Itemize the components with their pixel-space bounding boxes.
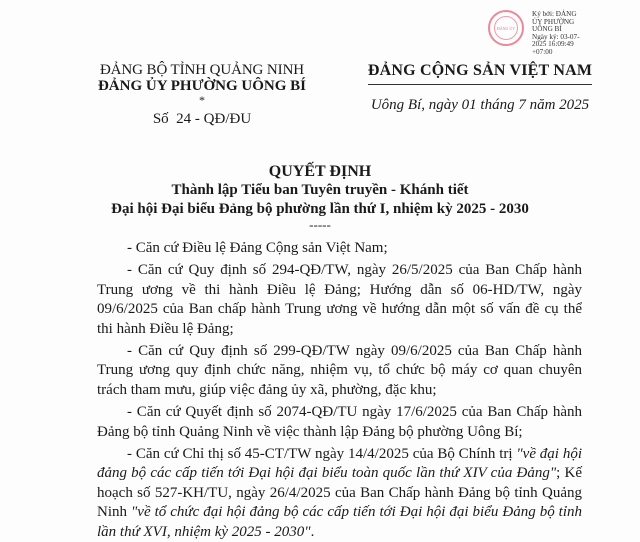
stamp-text: ĐẢNG ỦY	[497, 26, 515, 31]
stamp-emblem-icon	[494, 16, 518, 40]
digital-signature-stamp	[488, 10, 524, 46]
national-header	[320, 62, 640, 85]
place-date: Uông Bí, ngày 01 tháng 7 năm 2025	[320, 97, 640, 114]
signature-line: UÔNG BÍ	[532, 26, 594, 34]
issuing-organization	[88, 62, 316, 128]
signature-line: ỦY PHƯỜNG	[532, 19, 594, 27]
paragraph-text: - Căn cứ Chỉ thị số 45-CT/TW ngày 14/4/2025 của Bộ Chính trị	[127, 446, 516, 462]
document-title	[40, 163, 600, 231]
document-number: Số 24 - QĐ/ĐU	[88, 110, 316, 128]
signature-info	[532, 11, 594, 57]
legal-basis-paragraph: - Căn cứ Quy định số 299-QĐ/TW ngày 09/6/2025 của Ban Chấp hành Trung ương quy định chức năng, nhiệm vụ, tổ chức bộ máy cơ quan chuyên trách tham mưu, giúp việc đảng ủy xã, phường, đặc khu;	[97, 342, 582, 401]
legal-basis-paragraph: - Căn cứ Quyết định số 2074-QĐ/TU ngày 17/6/2025 của Ban Chấp hành Đảng bộ tỉnh Quảng Ninh về việc thành lập Đảng bộ phường Uông Bí;	[97, 403, 582, 442]
star-separator: *	[88, 95, 316, 106]
subject-line-1: Thành lập Tiểu ban Tuyên truyền - Khánh tiết	[40, 181, 600, 200]
subject-line-2: Đại hội Đại biểu Đảng bộ phường lần thứ I, nhiệm kỳ 2025 - 2030	[40, 200, 600, 219]
parent-organization: ĐẢNG BỘ TỈNH QUẢNG NINH	[88, 62, 316, 78]
signature-line: +07:00	[532, 49, 594, 57]
signature-line: 2025 16:09:49	[532, 41, 594, 49]
paragraph-text: .	[311, 524, 315, 540]
document-body	[97, 239, 582, 542]
signature-line: Ký bởi: ĐẢNG	[532, 11, 594, 19]
quoted-title: "về tổ chức đại hội đảng bộ các cấp tiến tới Đại hội đại biểu Đảng bộ tỉnh lần thứ XVI, nhiệm kỳ 2025 - 2030"	[97, 504, 582, 540]
legal-basis-paragraph	[97, 445, 582, 542]
title-divider: -----	[40, 219, 600, 231]
organization-name: ĐẢNG ỦY PHƯỜNG UÔNG BÍ	[88, 78, 316, 94]
paragraph-text: ; Kế hoạch số 527-KH/TU, ngày 26/4/2025 của Ban Chấp hành Đảng bộ tỉnh Quảng Ninh	[97, 465, 582, 520]
signature-line: Ngày ký: 03-07-	[532, 34, 594, 42]
party-name: ĐẢNG CỘNG SẢN VIỆT NAM	[368, 62, 592, 85]
quoted-title: "về đại hội đảng bộ các cấp tiến tới Đại hội đại biểu toàn quốc lần thứ XIV của Đảng"	[97, 446, 582, 482]
legal-basis-paragraph: - Căn cứ Quy định số 294-QĐ/TW, ngày 26/5/2025 của Ban Chấp hành Trung ương về thi hành Điều lệ Đảng; Hướng dẫn số 06-HD/TW, ngày 09/6/2025 của Ban chấp hành Trung ương về hướng dẫn một số vấn đề cụ thể thi hành Điều lệ Đảng;	[97, 261, 582, 339]
legal-basis-paragraph: - Căn cứ Điều lệ Đảng Cộng sản Việt Nam;	[97, 239, 582, 259]
document-type: QUYẾT ĐỊNH	[40, 163, 600, 181]
